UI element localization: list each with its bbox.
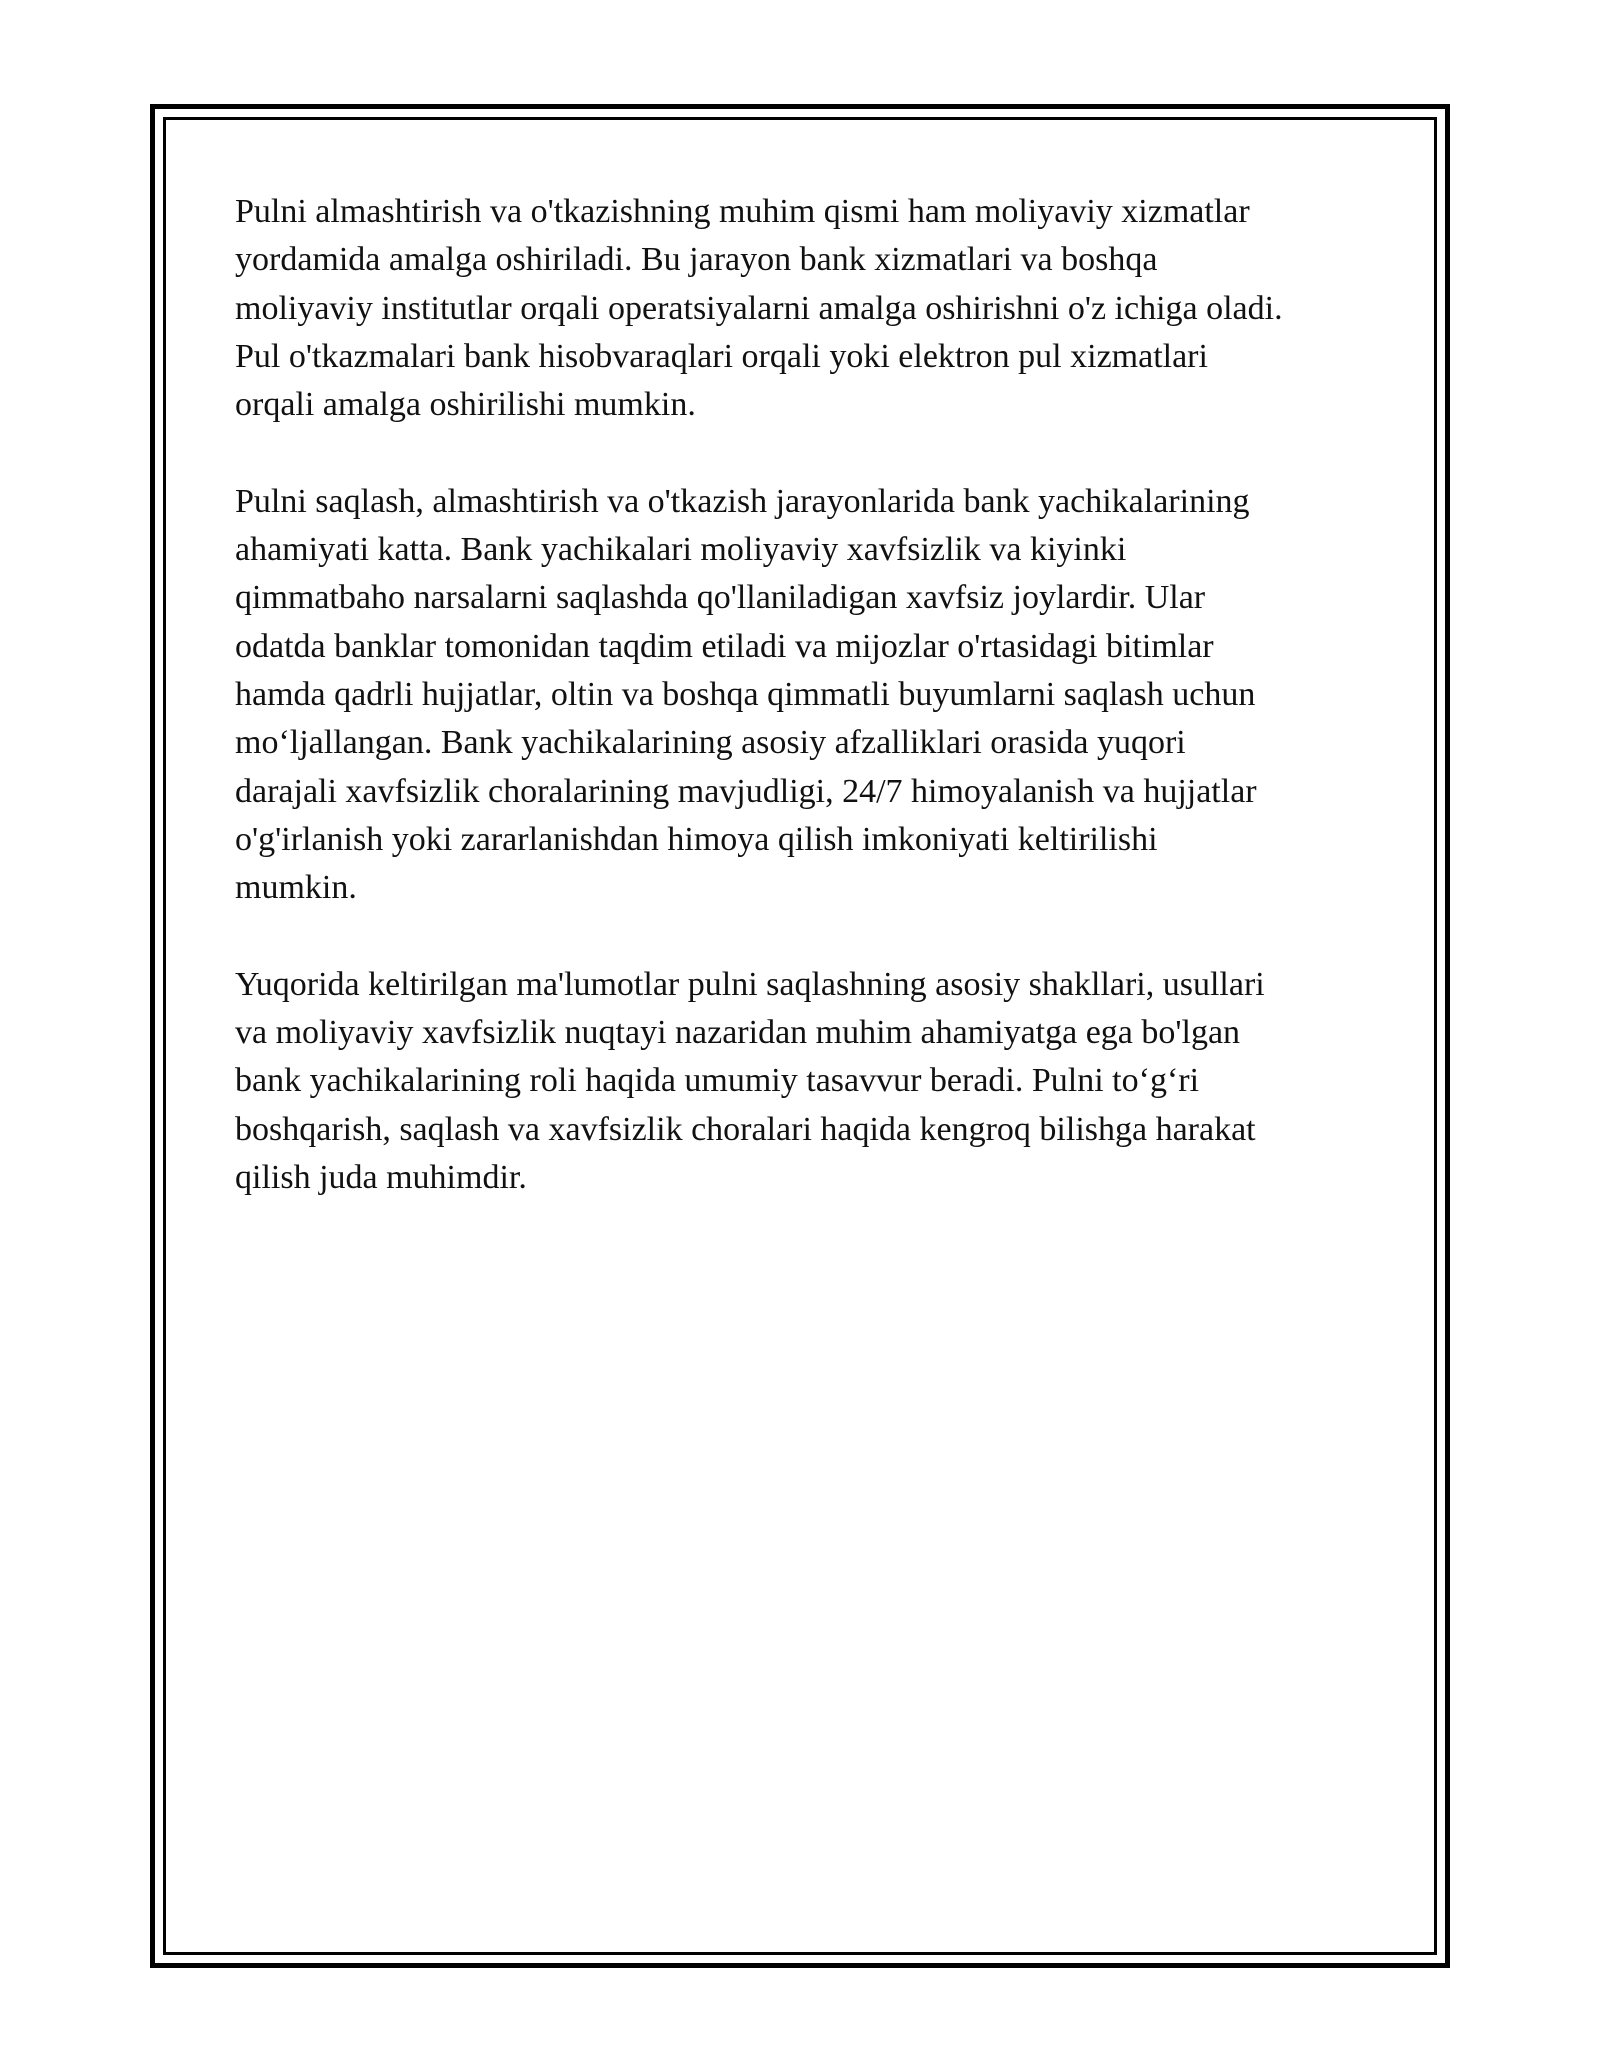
text-line: Pul o'tkazmalari bank hisobvaraqlari orqali yoki elektron pul xizmatlari xyxy=(235,337,1208,375)
text-line: o'g'irlanish yoki zararlanishdan himoya qilish imkoniyati keltirilishi xyxy=(235,820,1158,858)
text-line: qilish juda muhimdir. xyxy=(235,1158,527,1196)
text-line: qimmatbaho narsalarni saqlashda qo'llaniladigan xavfsiz joylardir. Ular xyxy=(235,579,1206,617)
text-line: darajali xavfsizlik choralarining mavjudligi, 24/7 himoyalanish va hujjatlar xyxy=(235,772,1257,810)
text-line: yordamida amalga oshiriladi. Bu jarayon bank xizmatlari va boshqa xyxy=(235,241,1158,279)
text-line: moliyaviy institutlar orqali operatsiyalarni amalga oshirishni o'z ichiga oladi. xyxy=(235,289,1283,327)
text-line: ahamiyati katta. Bank yachikalari moliyaviy xavfsizlik va kiyinki xyxy=(235,531,1127,569)
text-line: odatda banklar tomonidan taqdim etiladi va mijozlar o'rtasidagi bitimlar xyxy=(235,627,1214,665)
text-line: boshqarish, saqlash va xavfsizlik choralari haqida kengroq bilishga harakat xyxy=(235,1110,1256,1148)
text-line: mumkin. xyxy=(235,869,357,907)
text-line: orqali amalga oshirilishi mumkin. xyxy=(235,386,696,424)
paragraph-1 xyxy=(235,188,1375,429)
text-line: Pulni almashtirish va o'tkazishning muhim qismi ham moliyaviy xizmatlar xyxy=(235,193,1250,230)
text-line: hamda qadrli hujjatlar, oltin va boshqa qimmatli buyumlarni saqlash uchun xyxy=(235,675,1256,713)
paragraph-2 xyxy=(235,478,1375,913)
text-line: Yuqorida keltirilgan ma'lumotlar pulni saqlashning asosiy shakllari, usullari xyxy=(235,965,1265,1003)
text-line: va moliyaviy xavfsizlik nuqtayi nazaridan muhim ahamiyatga ega bo'lgan xyxy=(235,1014,1241,1052)
document-body xyxy=(235,188,1375,1251)
text-line: mo‘ljallangan. Bank yachikalarining asosiy afzalliklari orasida yuqori xyxy=(235,724,1186,762)
text-line: Pulni saqlash, almashtirish va o'tkazish jarayonlarida bank yachikalarining xyxy=(235,482,1250,520)
text-line: bank yachikalarining roli haqida umumiy tasavvur beradi. Pulni to‘g‘ri xyxy=(235,1062,1200,1100)
paragraph-3 xyxy=(235,961,1375,1202)
